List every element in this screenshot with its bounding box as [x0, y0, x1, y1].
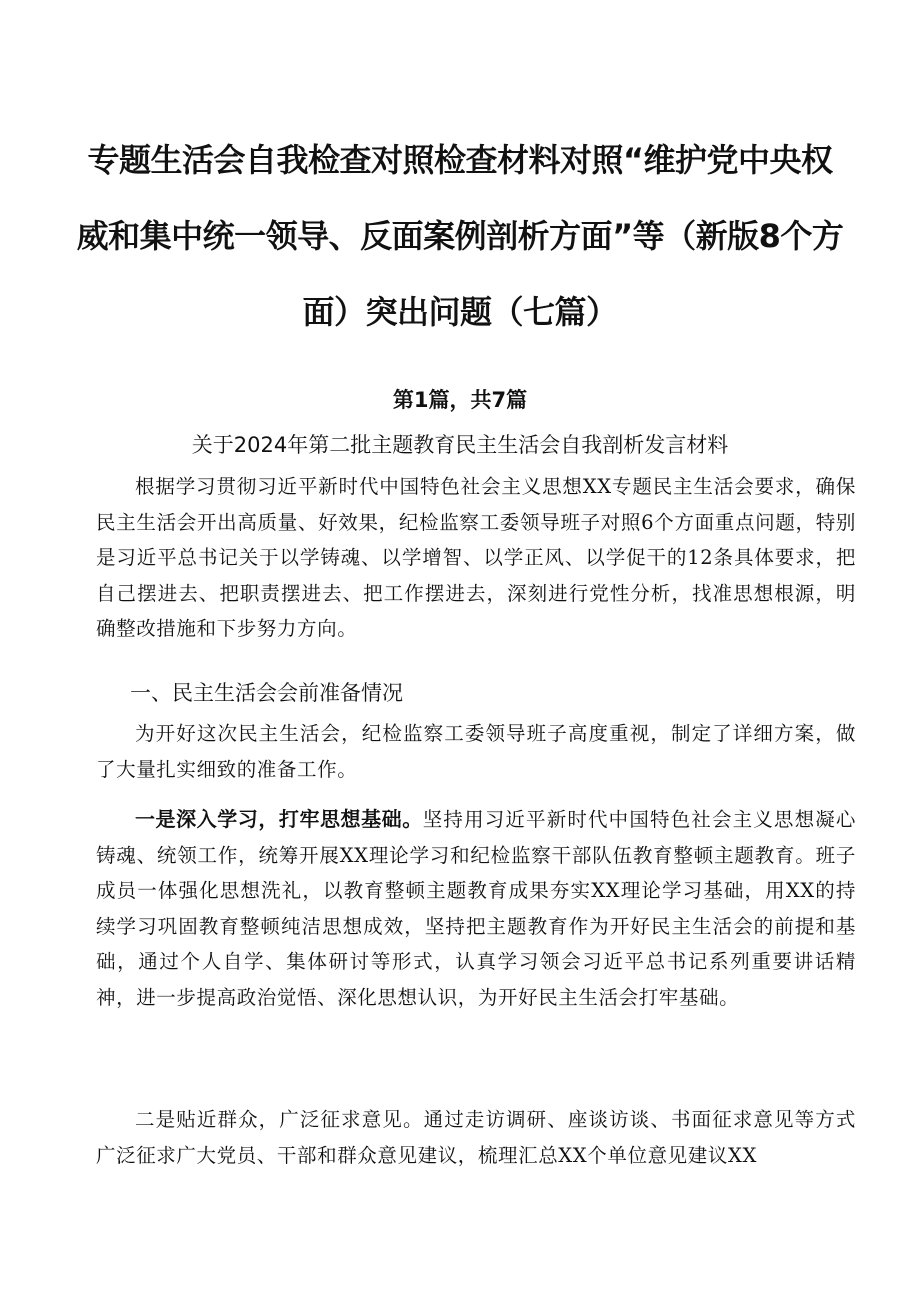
item1-paragraph-text	[96, 802, 856, 1015]
item1-paragraph	[96, 802, 856, 1015]
intro-paragraph-text: 根据学习贯彻习近平新时代中国特色社会主义思想XX专题民主生活会要求，确保民主生活会开出高质量、好效果，纪检监察工委领导班子对照6个方面重点问题，特别是习近平总书记关于以学铸魂、以学增智、以学正风、以学促干的12条具体要求，把自己摆进去、把职责摆进去、把工作摆进去，深刻进行党性分析，找准思想根源，明确整改措施和下步努力方向。	[96, 475, 856, 640]
speech-subtitle: 关于2024年第二批主题教育民主生活会自我剖析发言材料	[191, 433, 729, 457]
intro-paragraph	[96, 469, 856, 647]
prep-paragraph-text: 为开好这次民主生活会，纪检监察工委领导班子高度重视，制定了详细方案，做了大量扎实细致的准备工作。	[96, 722, 856, 781]
title-line-1: 专题生活会自我检查对照检查材料对照“维护党中央权	[87, 141, 833, 179]
item1-lead: 一是深入学习，打牢思想基础。	[135, 807, 423, 831]
title-line-2: 威和集中统一领导、反面案例剖析方面”等（新版8个方	[76, 217, 844, 255]
section-heading: 一、民主生活会会前准备情况	[130, 681, 403, 705]
title-line-3: 面）突出问题（七篇）	[302, 293, 618, 331]
item2-paragraph-text: 二是贴近群众，广泛征求意见。通过走访调研、座谈访谈、书面征求意见等方式广泛征求广大党员、干部和群众意见建议，梳理汇总XX个单位意见建议XX	[96, 1108, 856, 1167]
prep-paragraph	[96, 716, 856, 787]
document-title	[70, 122, 850, 350]
item1-body: 坚持用习近平新时代中国特色社会主义思想凝心铸魂、统领工作，统筹开展XX理论学习和纪检监察干部队伍教育整顿主题教育。班子成员一体强化思想洗礼，以教育整顿主题教育成果夯实XX理论学习基础，用XX的持续学习巩固教育整顿纯洁思想成效，坚持把主题教育作为开好民主生活会的前提和基础，通过个人自学、集体研讨等形式，认真学习领会习近平总书记系列重要讲话精神，进一步提高政治觉悟、深化思想认识，为开好民主生活会打牢基础。	[96, 808, 856, 1009]
item2-paragraph	[96, 1102, 856, 1173]
part-heading: 第1篇，共7篇	[392, 388, 528, 412]
